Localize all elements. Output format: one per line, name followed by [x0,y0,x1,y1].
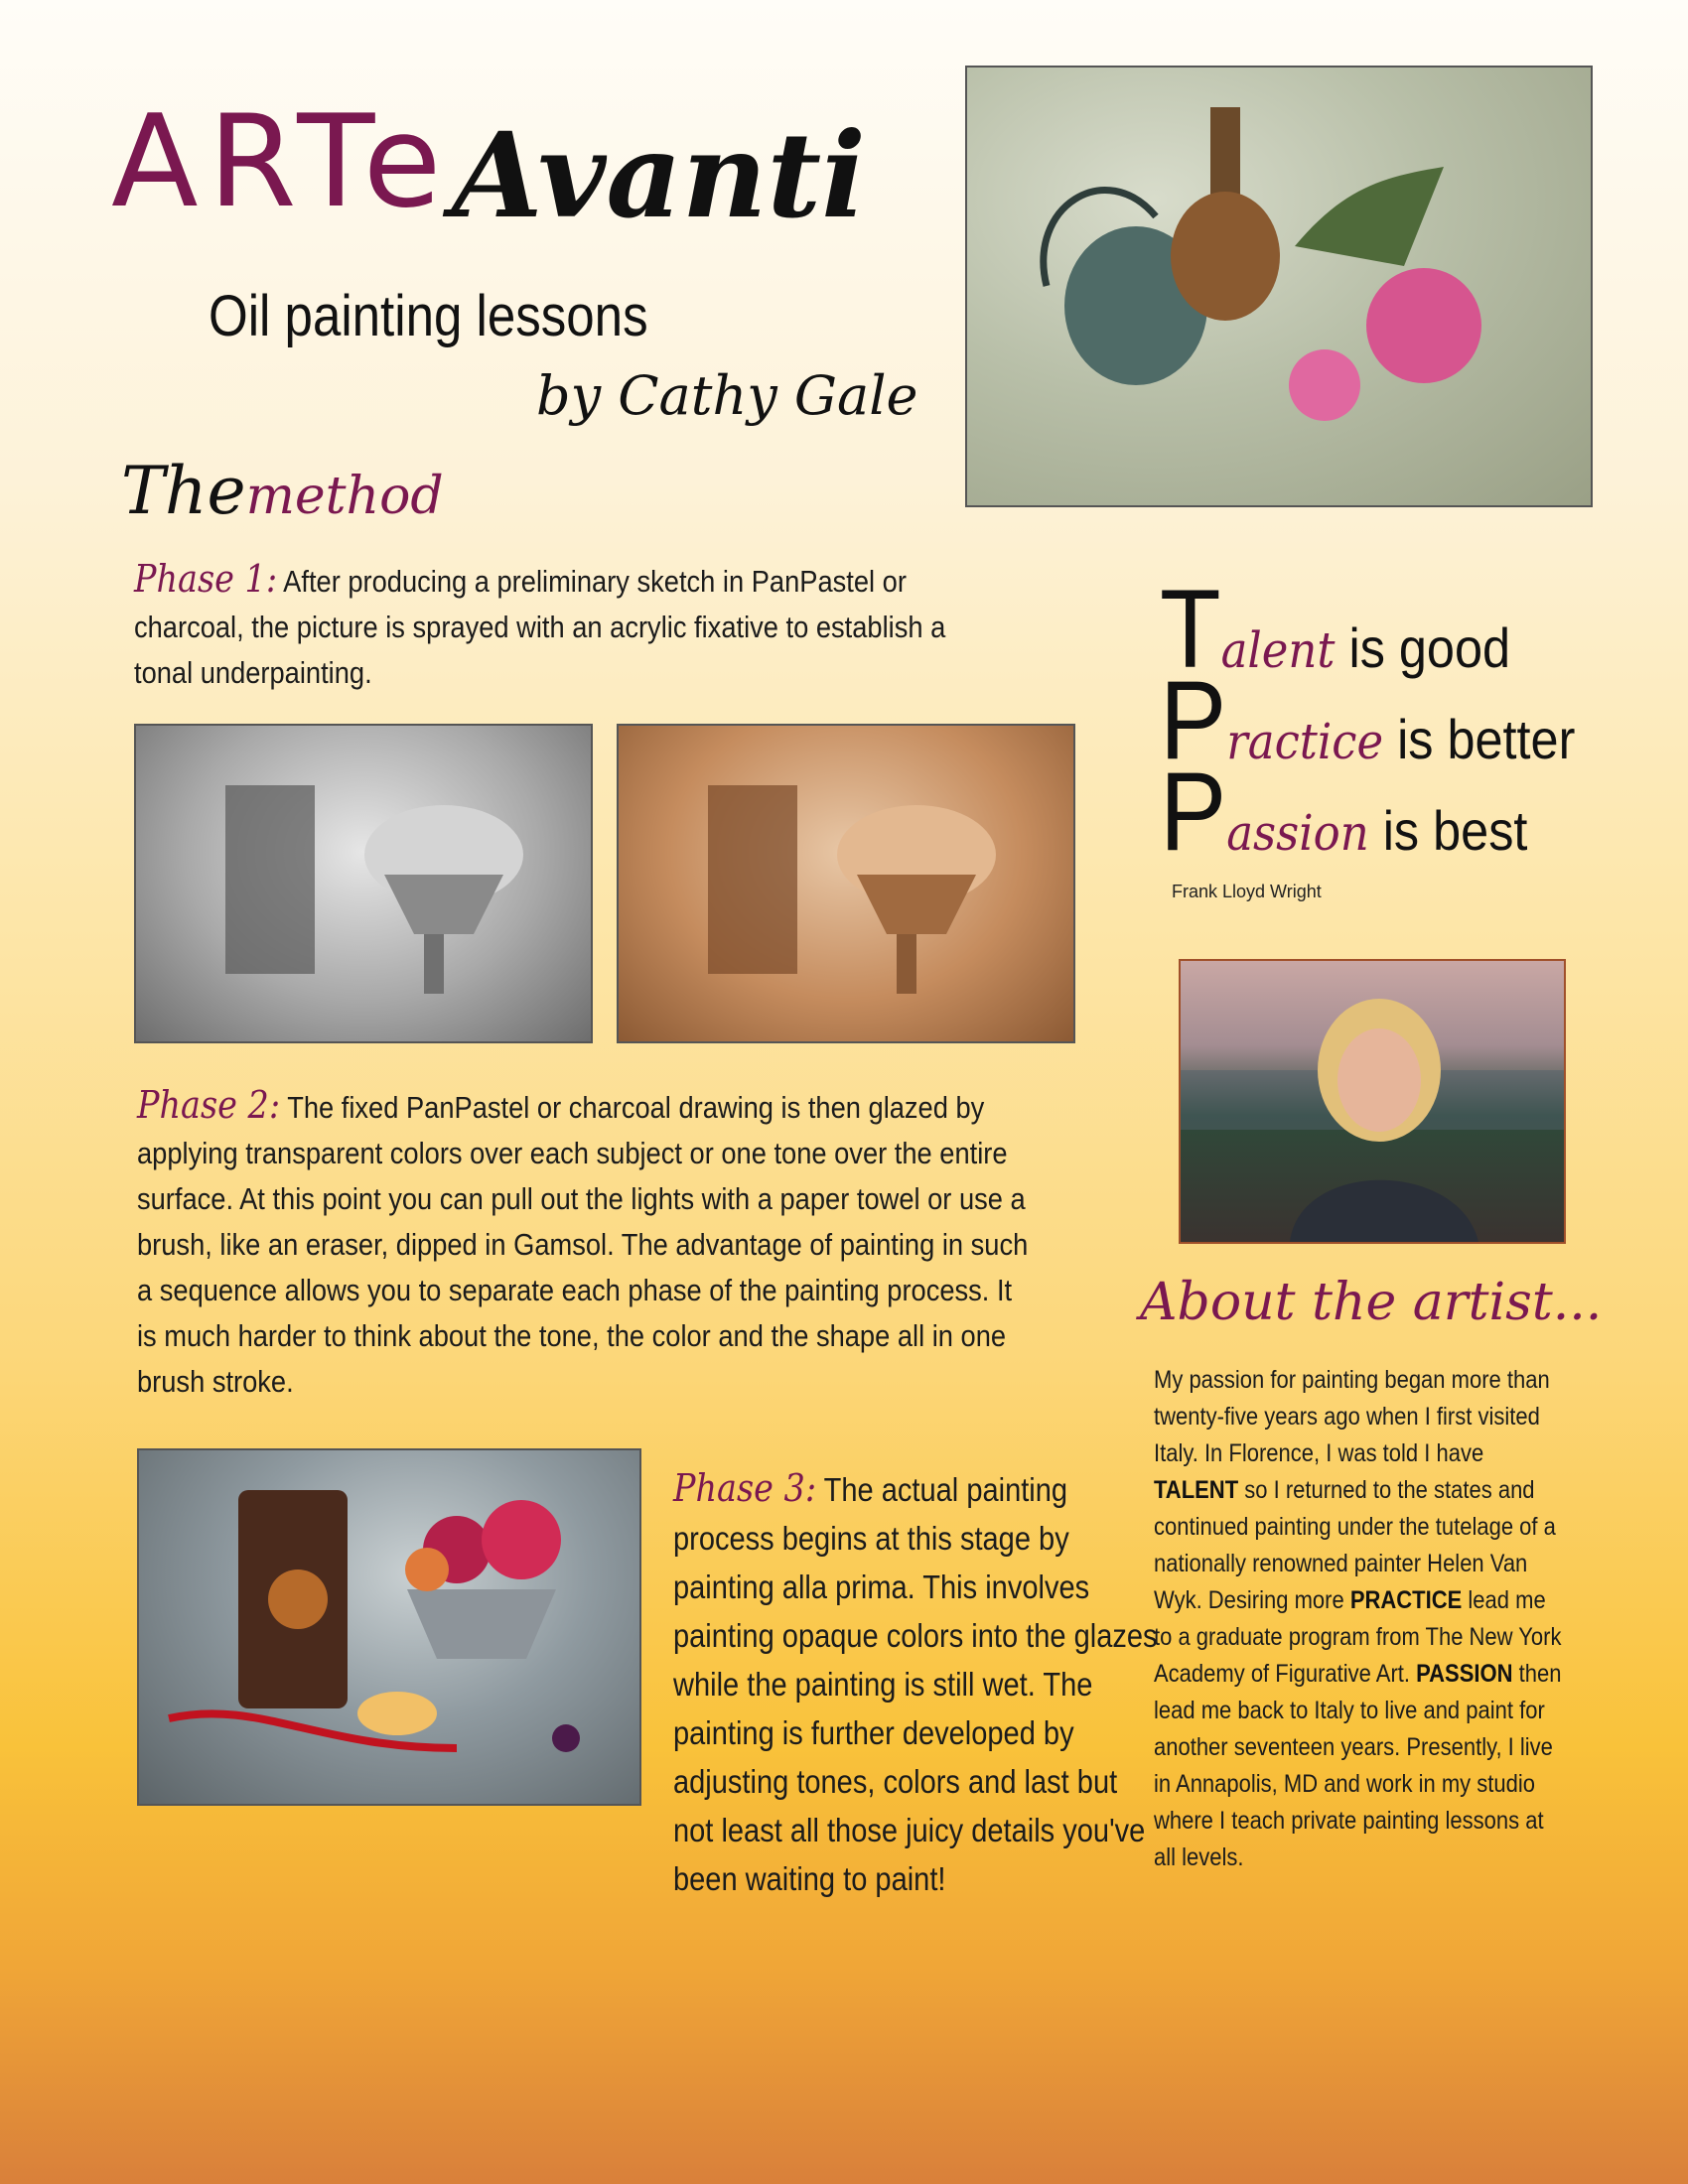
finished-painting-art [139,1450,639,1804]
grayscale-sketch-art [136,726,591,1041]
byline: by Cathy Gale [536,364,918,427]
quote-rest-practice: is better [1397,708,1576,770]
artist-portrait-art [1181,961,1564,1242]
quote-rest-passion: is best [1382,799,1528,862]
quote-initial-p1: P [1160,658,1227,782]
sepia-underpainting [617,724,1075,1043]
phase-2-paragraph [137,1082,1029,1405]
still-life-painting-watering-can [965,66,1593,507]
grayscale-sketch-painting [134,724,593,1043]
about-text-1: My passion for painting began more than twenty-five years ago when I first visited Italy. In Florence, I was told I have [1154,1366,1550,1467]
phase-2-text: The fixed PanPastel or charcoal drawing is then glazed by applying transparent colors over each subject or one tone over the entire surface. At this point you can pull out the lights with a paper towel or use a brush, like an eraser, dipped in Gamsol. The advantage of painting in such a sequence allows you to separate each phase of the painting process. It is much harder to think about the tone, the color and the shape all in one brush stroke. [137,1090,1029,1399]
method-heading-the: The [121,453,246,529]
phase-3-paragraph [673,1464,1163,1903]
still-life-painting-art [967,68,1591,505]
phase-2-label: Phase 2: [137,1083,281,1127]
about-heading: About the artist... [1140,1273,1603,1332]
quote-word-talent: alent [1220,621,1336,679]
phase-3-label: Phase 3: [673,1466,817,1510]
about-bold-practice: PRACTICE [1349,1586,1463,1614]
quote-attribution: Frank Lloyd Wright [1172,882,1322,901]
about-paragraph [1154,1362,1565,1876]
method-heading-method: method [245,467,444,526]
quote-line-passion [1160,750,1528,874]
phase-1-label: Phase 1: [134,557,278,601]
quote-initial-t: T [1160,567,1221,691]
quote-initial-p2: P [1160,750,1227,874]
about-text-3: lead me to a graduate program from The New York Academy of Figurative Art. [1154,1586,1562,1688]
logo-arte: ARTe [111,88,452,236]
method-heading [121,453,444,529]
phase-1-text: After producing a preliminary sketch in PanPastel or charcoal, the picture is sprayed with an acrylic fixative to establish a tonal underpainting. [134,564,946,690]
artist-portrait-photo [1179,959,1566,1244]
sepia-underpainting-art [619,726,1073,1041]
logo-avanti: Avanti [452,106,866,244]
quote-word-practice: ractice [1226,713,1384,770]
phase-1-paragraph [134,556,973,696]
quote-rest-talent: is good [1348,616,1511,679]
about-text-4: then lead me back to Italy to live and paint for another seventeen years. Presently, I live in Annapolis, MD and work in my studio where I teach private painting lessons at all levels. [1154,1660,1562,1871]
about-bold-passion: PASSION [1416,1660,1513,1688]
finished-still-life-painting [137,1448,641,1806]
about-text-2: so I returned to the states and continued painting under the tutelage of a nationally renowned painter Helen Van Wyk. Desiring more [1154,1476,1556,1614]
about-bold-talent: TALENT [1154,1476,1239,1504]
subtitle: Oil painting lessons [209,284,648,348]
quote-word-passion: assion [1226,804,1369,862]
phase-3-text: The actual painting process begins at this stage by painting alla prima. This involves painting opaque colors into the glazes while the painting is still wet. The painting is further developed by adjusting tones, colors and last but not least all those juicy details you've been waiting to paint! [673,1471,1158,1897]
